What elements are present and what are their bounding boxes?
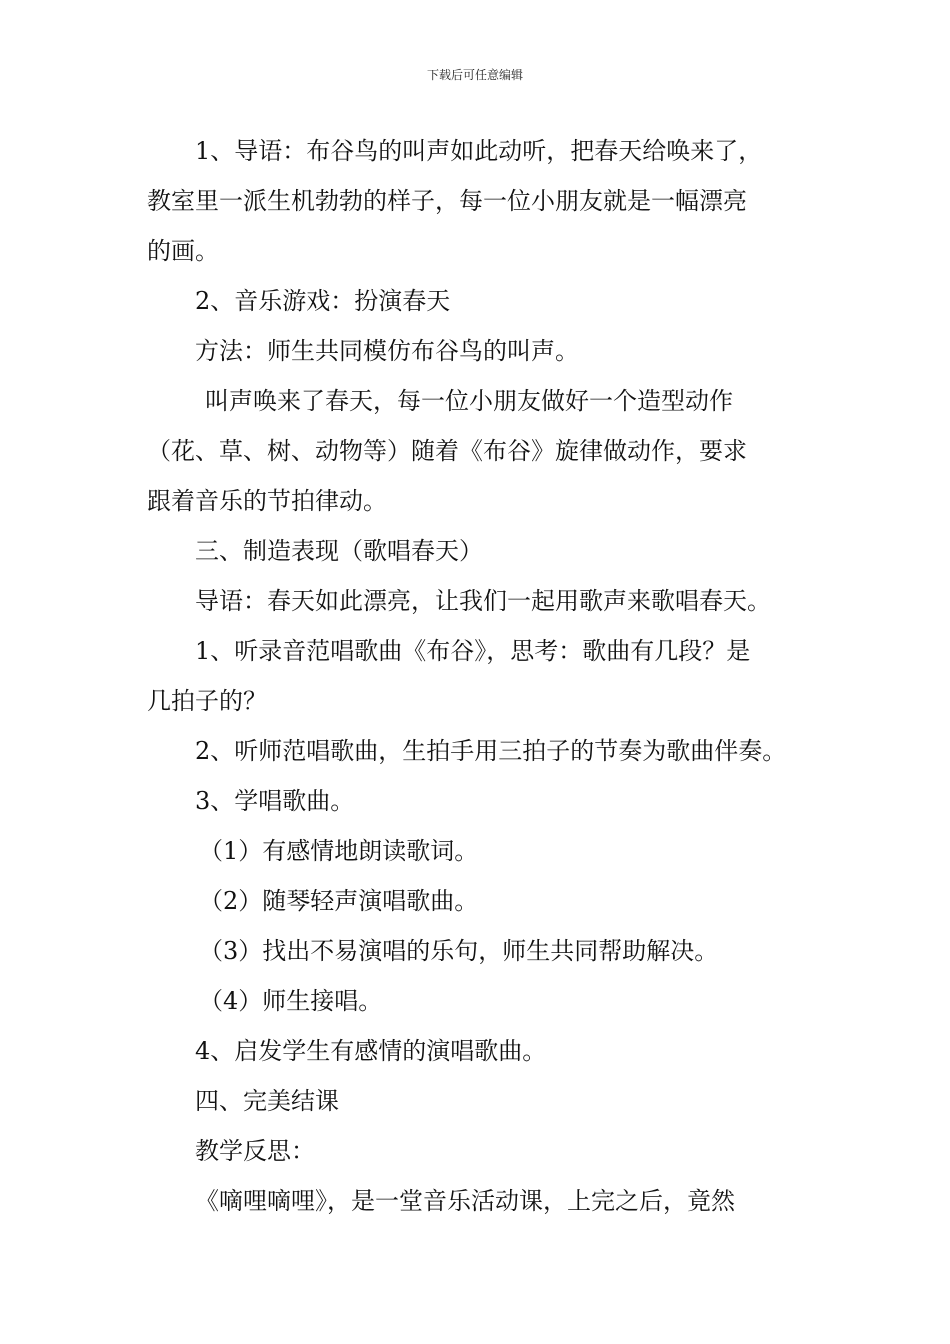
paragraph-line: 导语：春天如此漂亮，让我们一起用歌声来歌唱春天。 [195,587,771,615]
paragraph-line: 教学反思： [195,1137,315,1165]
paragraph-line: 4、启发学生有感情的演唱歌曲。 [195,1037,547,1065]
paragraph-line: 方法：师生共同模仿布谷鸟的叫声。 [195,337,579,365]
paragraph-line: 三、制造表现（歌唱春天） [195,537,483,565]
paragraph-line: 跟着音乐的节拍律动。 [147,487,387,515]
paragraph-line: 几拍子的？ [147,687,267,715]
paragraph-line: 的画。 [147,237,219,265]
paragraph-line: （1）有感情地朗读歌词。 [199,837,479,865]
paragraph-line: 《嘀哩嘀哩》，是一堂音乐活动课，上完之后，竟然 [195,1187,735,1215]
paragraph-line: 教室里一派生机勃勃的样子，每一位小朋友就是一幅漂亮 [147,187,747,215]
paragraph-line: （2）随琴轻声演唱歌曲。 [199,887,479,915]
paragraph-line: 1、导语：布谷鸟的叫声如此动听，把春天给唤来了， [195,137,763,165]
paragraph-line: （3）找出不易演唱的乐句，师生共同帮助解决。 [199,937,719,965]
paragraph-line: （4）师生接唱。 [199,987,383,1015]
paragraph-line: 四、完美结课 [195,1087,339,1115]
paragraph-line: 2、音乐游戏：扮演春天 [195,287,451,315]
paragraph-line: 叫声唤来了春天，每一位小朋友做好一个造型动作 [205,387,733,415]
document-body [147,126,827,1226]
paragraph-line: 3、学唱歌曲。 [195,787,355,815]
page-header: 下载后可任意编辑 [426,68,523,82]
paragraph-line: 2、听师范唱歌曲，生拍手用三拍子的节奏为歌曲伴奏。 [195,737,787,765]
paragraph-line: 1、听录音范唱歌曲《布谷》，思考：歌曲有几段？是 [195,637,751,665]
paragraph-line: （花、草、树、动物等）随着《布谷》旋律做动作，要求 [147,437,747,465]
